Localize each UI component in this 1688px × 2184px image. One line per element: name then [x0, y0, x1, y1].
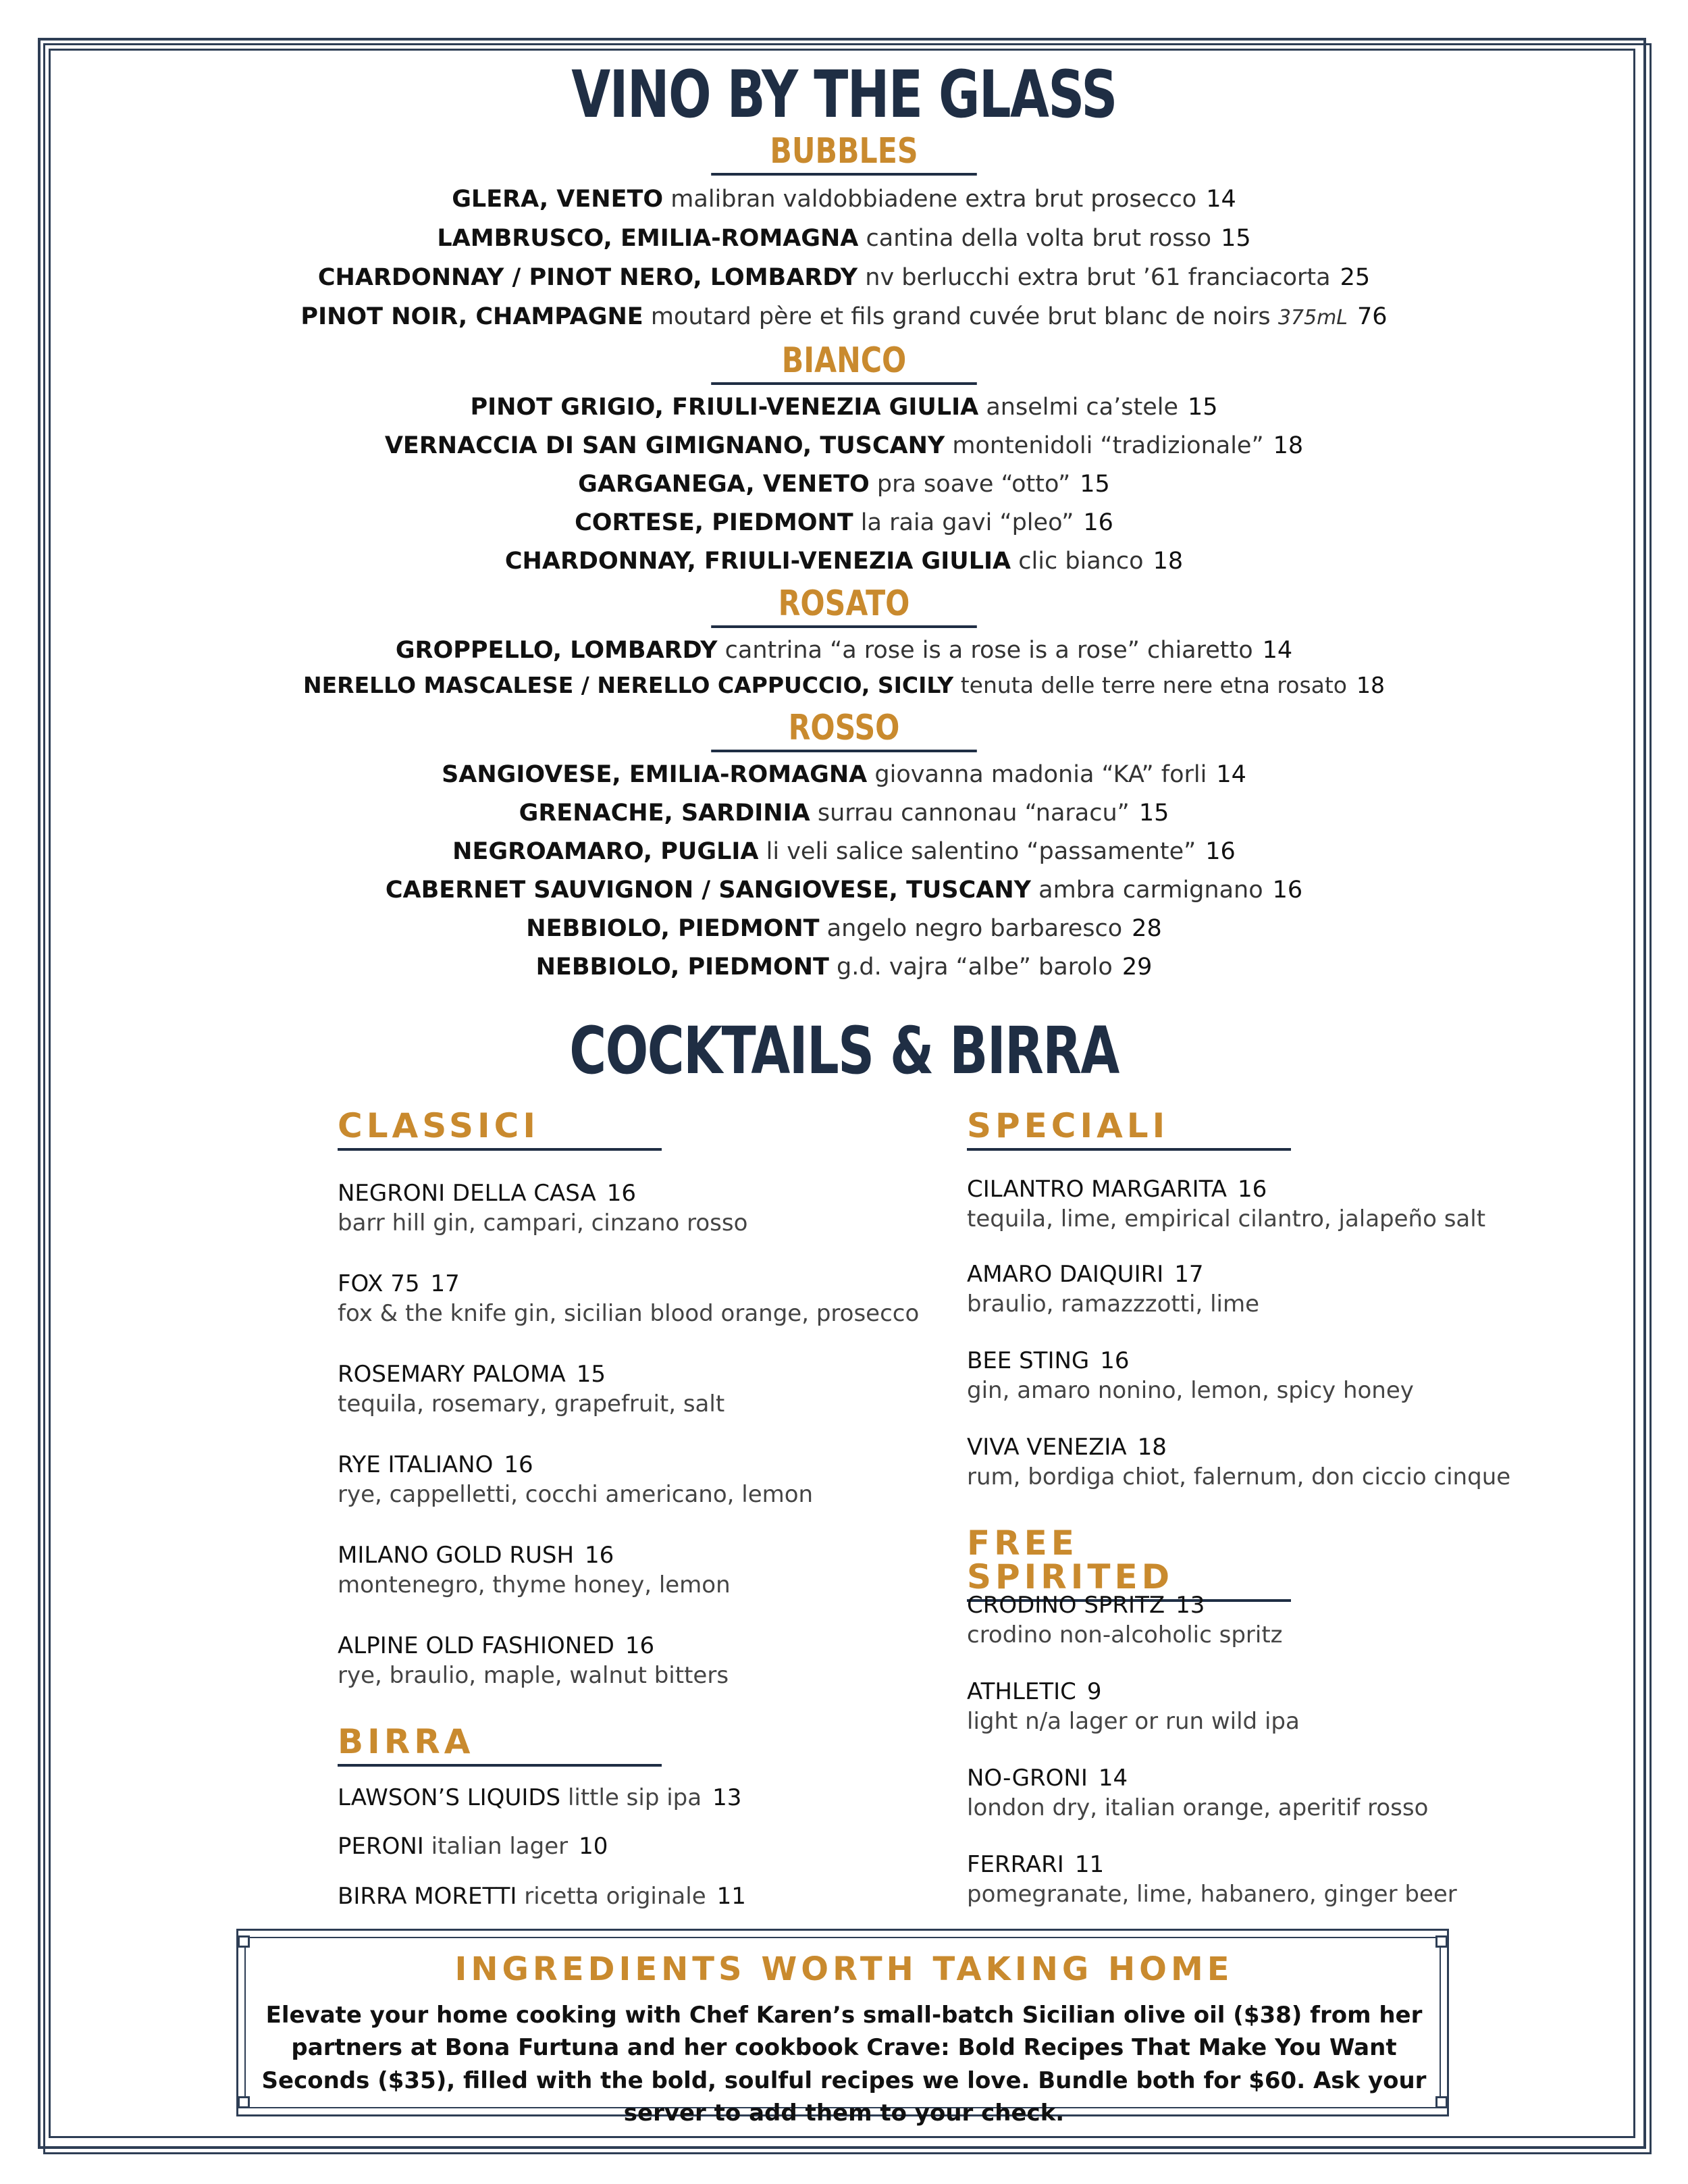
cocktail-item	[338, 1360, 932, 1419]
wine-desc: ambra carmignano	[1038, 877, 1263, 904]
wine-item	[0, 473, 1688, 496]
wine-desc: tenuta delle terre nere etna rosato	[960, 672, 1347, 698]
cocktail-desc: fox & the knife gin, sicilian blood orange, prosecco	[338, 1299, 920, 1327]
wine-name: NEGROAMARO, PUGLIA	[452, 838, 759, 865]
wine-price: 15	[1188, 394, 1218, 421]
wine-item	[0, 511, 1688, 535]
cocktail-price: 11	[1074, 1851, 1105, 1878]
section-heading-free-spirited: FREE SPIRITED	[967, 1526, 1291, 1602]
cocktail-name: FERRARI	[967, 1851, 1064, 1878]
wine-price: 25	[1340, 264, 1371, 291]
wine-price: 15	[1221, 225, 1251, 252]
cocktail-desc: rye, cappelletti, cocchi americano, lemon	[338, 1480, 814, 1508]
wine-price: 14	[1206, 186, 1236, 213]
wine-desc: malibran valdobbiadene extra brut prosecco	[670, 186, 1197, 213]
wine-desc: moutard père et fils grand cuvée brut blanc de noirs	[650, 303, 1271, 330]
beer-name: LAWSON’S LIQUIDS	[338, 1784, 561, 1811]
wine-name: LAMBRUSCO, EMILIA-ROMAGNA	[437, 225, 859, 252]
wine-name: GRENACHE, SARDINIA	[519, 800, 810, 827]
cocktail-item	[338, 1179, 932, 1238]
wine-desc: angelo negro barbaresco	[826, 915, 1123, 942]
cocktail-item	[967, 1591, 1561, 1650]
wine-item	[0, 396, 1688, 419]
cocktail-price: 16	[1238, 1176, 1267, 1203]
cocktail-name: NO-GRONI	[967, 1765, 1088, 1792]
cocktail-price: 17	[430, 1270, 460, 1297]
wine-name: PINOT GRIGIO, FRIULI-VENEZIA GIULIA	[470, 394, 979, 421]
cocktail-desc: light n/a lager or run wild ipa	[967, 1707, 1300, 1735]
wine-name: GROPPELLO, LOMBARDY	[395, 637, 718, 664]
corner-ornament	[238, 2096, 250, 2108]
cocktail-price: 16	[1100, 1347, 1130, 1374]
wine-desc: g.d. vajra “albe” barolo	[837, 954, 1113, 981]
wine-item	[0, 956, 1688, 979]
wine-name: NEBBIOLO, PIEDMONT	[535, 954, 829, 981]
wine-item	[0, 639, 1688, 662]
wine-name: CORTESE, PIEDMONT	[575, 509, 853, 536]
wine-name: PINOT NOIR, CHAMPAGNE	[300, 303, 643, 330]
wine-desc: pra soave “otto”	[876, 471, 1071, 498]
wine-price: 14	[1262, 637, 1293, 664]
wine-name: NEBBIOLO, PIEDMONT	[526, 915, 820, 942]
wine-name: VERNACCIA DI SAN GIMIGNANO, TUSCANY	[384, 432, 945, 459]
wine-size: 375mL	[1277, 306, 1348, 330]
beer-price: 10	[579, 1833, 608, 1860]
wine-name: CHARDONNAY / PINOT NERO, LOMBARDY	[317, 264, 858, 291]
beer-name: BIRRA MORETTI	[338, 1883, 517, 1910]
wine-item	[0, 802, 1688, 825]
cocktail-desc: montenegro, thyme honey, lemon	[338, 1571, 731, 1598]
wine-price: 15	[1080, 471, 1110, 498]
promo-text: Elevate your home cooking with Chef Karen’s small-batch Sicilian olive oil ($38) from her partners at Bona Furtuna and her cookbook Crave: Bold Recipes That Make You Want Seconds ($35), filled with the bold, soulful recipes we love. Bundle both for $60. Ask your server to add them to your check.	[261, 2002, 1427, 2127]
corner-ornament	[238, 1935, 250, 1948]
cocktail-desc: crodino non-alcoholic spritz	[967, 1621, 1283, 1648]
corner-ornament	[1435, 1935, 1448, 1948]
cocktail-name: VIVA VENEZIA	[967, 1434, 1127, 1461]
cocktail-desc: pomegranate, lime, habanero, ginger beer	[967, 1880, 1457, 1908]
wine-price: 16	[1272, 877, 1303, 904]
beer-price: 13	[712, 1784, 742, 1811]
cocktail-name: ALPINE OLD FASHIONED	[338, 1632, 614, 1659]
cocktail-item	[338, 1270, 932, 1328]
wine-price: 16	[1083, 509, 1113, 536]
wine-desc: clic bianco	[1018, 548, 1144, 575]
beer-name: PERONI	[338, 1833, 424, 1860]
corner-ornament	[1435, 2096, 1448, 2108]
wine-price: 76	[1357, 303, 1388, 330]
wine-name: SANGIOVESE, EMILIA-ROMAGNA	[442, 761, 868, 788]
beer-price: 11	[716, 1883, 746, 1910]
cocktail-item	[967, 1175, 1561, 1234]
cocktail-name: NEGRONI DELLA CASA	[338, 1180, 596, 1207]
cocktail-price: 18	[1137, 1434, 1167, 1461]
wine-desc: surrau cannonau “naracu”	[817, 800, 1130, 827]
section-heading-rosso: ROSSO	[711, 710, 977, 752]
beer-item	[338, 1784, 741, 1811]
wine-item	[0, 840, 1688, 864]
cocktail-item	[338, 1541, 932, 1600]
cocktail-name: MILANO GOLD RUSH	[338, 1542, 575, 1569]
cocktail-price: 17	[1174, 1261, 1204, 1288]
wine-desc: giovanna madonia “KA” forli	[874, 761, 1207, 788]
cocktail-desc: rye, braulio, maple, walnut bitters	[338, 1661, 729, 1689]
wine-item	[0, 434, 1688, 458]
beer-item	[338, 1883, 746, 1910]
cocktail-desc: rum, bordiga chiot, falernum, don ciccio cinque	[967, 1463, 1511, 1490]
beer-item	[338, 1833, 608, 1860]
cocktails-title: COCKTAILS & BIRRA	[569, 1013, 1119, 1089]
wine-name: GLERA, VENETO	[452, 186, 664, 213]
vino-title: VINO BY THE GLASS	[571, 57, 1117, 132]
wine-price: 18	[1153, 548, 1184, 575]
wine-name: CHARDONNAY, FRIULI-VENEZIA GIULIA	[504, 548, 1011, 575]
cocktail-item	[967, 1347, 1561, 1405]
cocktail-name: FOX 75	[338, 1270, 420, 1297]
cocktail-name: ATHLETIC	[967, 1678, 1076, 1705]
cocktail-price: 13	[1176, 1592, 1205, 1619]
cocktail-item	[967, 1850, 1561, 1909]
cocktail-item	[967, 1433, 1561, 1492]
wine-desc: nv berlucchi extra brut ’61 franciacorta	[865, 264, 1331, 291]
cocktail-item	[338, 1632, 932, 1690]
wine-item	[0, 917, 1688, 941]
wine-desc: li veli salice salentino “passamente”	[766, 838, 1196, 865]
cocktail-desc: london dry, italian orange, aperitif rosso	[967, 1794, 1429, 1821]
cocktail-desc: braulio, ramazzzotti, lime	[967, 1290, 1260, 1318]
cocktail-price: 16	[585, 1542, 614, 1569]
promo-title: INGREDIENTS WORTH TAKING HOME	[454, 1950, 1234, 1988]
wine-item	[0, 227, 1688, 251]
wine-desc: anselmi ca’stele	[986, 394, 1178, 421]
cocktail-name: CILANTRO MARGARITA	[967, 1176, 1228, 1203]
wine-price: 15	[1138, 800, 1169, 827]
wine-desc: la raia gavi “pleo”	[860, 509, 1074, 536]
wine-price: 29	[1122, 954, 1153, 981]
wine-item	[0, 879, 1688, 902]
wine-item	[0, 266, 1688, 290]
wine-name: GARGANEGA, VENETO	[578, 471, 870, 498]
wine-desc: cantrina “a rose is a rose is a rose” chiaretto	[724, 637, 1253, 664]
beer-desc: ricetta originale	[524, 1883, 706, 1910]
cocktail-item	[967, 1764, 1561, 1823]
cocktail-price: 14	[1098, 1765, 1128, 1792]
section-heading-bubbles: BUBBLES	[711, 134, 977, 176]
wine-item	[0, 550, 1688, 573]
cocktail-item	[967, 1678, 1561, 1736]
cocktail-desc: gin, amaro nonino, lemon, spicy honey	[967, 1376, 1414, 1404]
cocktail-price: 15	[576, 1361, 606, 1388]
section-heading-rosato: ROSATO	[711, 586, 977, 628]
wine-item	[0, 763, 1688, 787]
section-heading-bianco: BIANCO	[711, 343, 977, 385]
cocktail-item	[967, 1260, 1561, 1319]
beer-desc: little sip ipa	[567, 1784, 702, 1811]
section-heading-classici: CLASSICI	[338, 1109, 662, 1151]
wine-price: 28	[1132, 915, 1162, 942]
cocktail-desc: barr hill gin, campari, cinzano rosso	[338, 1209, 748, 1237]
wine-item	[0, 305, 1688, 329]
wine-name: CABERNET SAUVIGNON / SANGIOVESE, TUSCANY	[385, 877, 1032, 904]
cocktail-name: ROSEMARY PALOMA	[338, 1361, 566, 1388]
wine-name: NERELLO MASCALESE / NERELLO CAPPUCCIO, SICILY	[303, 672, 954, 698]
wine-price: 16	[1205, 838, 1236, 865]
cocktail-price: 16	[504, 1451, 533, 1478]
beer-desc: italian lager	[431, 1833, 569, 1860]
wine-item	[0, 674, 1688, 696]
cocktail-name: CRODINO SPRITZ	[967, 1592, 1165, 1619]
cocktail-price: 16	[625, 1632, 655, 1659]
wine-price: 18	[1356, 672, 1385, 698]
section-heading-speciali: SPECIALI	[967, 1109, 1291, 1151]
cocktail-price: 9	[1086, 1678, 1102, 1705]
wine-desc: montenidoli “tradizionale”	[952, 432, 1264, 459]
cocktail-desc: tequila, rosemary, grapefruit, salt	[338, 1390, 725, 1418]
cocktail-name: BEE STING	[967, 1347, 1090, 1374]
cocktail-desc: tequila, lime, empirical cilantro, jalapeño salt	[967, 1205, 1486, 1232]
wine-price: 18	[1273, 432, 1304, 459]
cocktail-item	[338, 1451, 932, 1509]
section-heading-birra: BIRRA	[338, 1725, 662, 1767]
cocktail-name: RYE ITALIANO	[338, 1451, 494, 1478]
wine-item	[0, 188, 1688, 211]
cocktail-name: AMARO DAIQUIRI	[967, 1261, 1164, 1288]
wine-desc: cantina della volta brut rosso	[866, 225, 1212, 252]
cocktail-price: 16	[606, 1180, 637, 1207]
wine-price: 14	[1216, 761, 1246, 788]
